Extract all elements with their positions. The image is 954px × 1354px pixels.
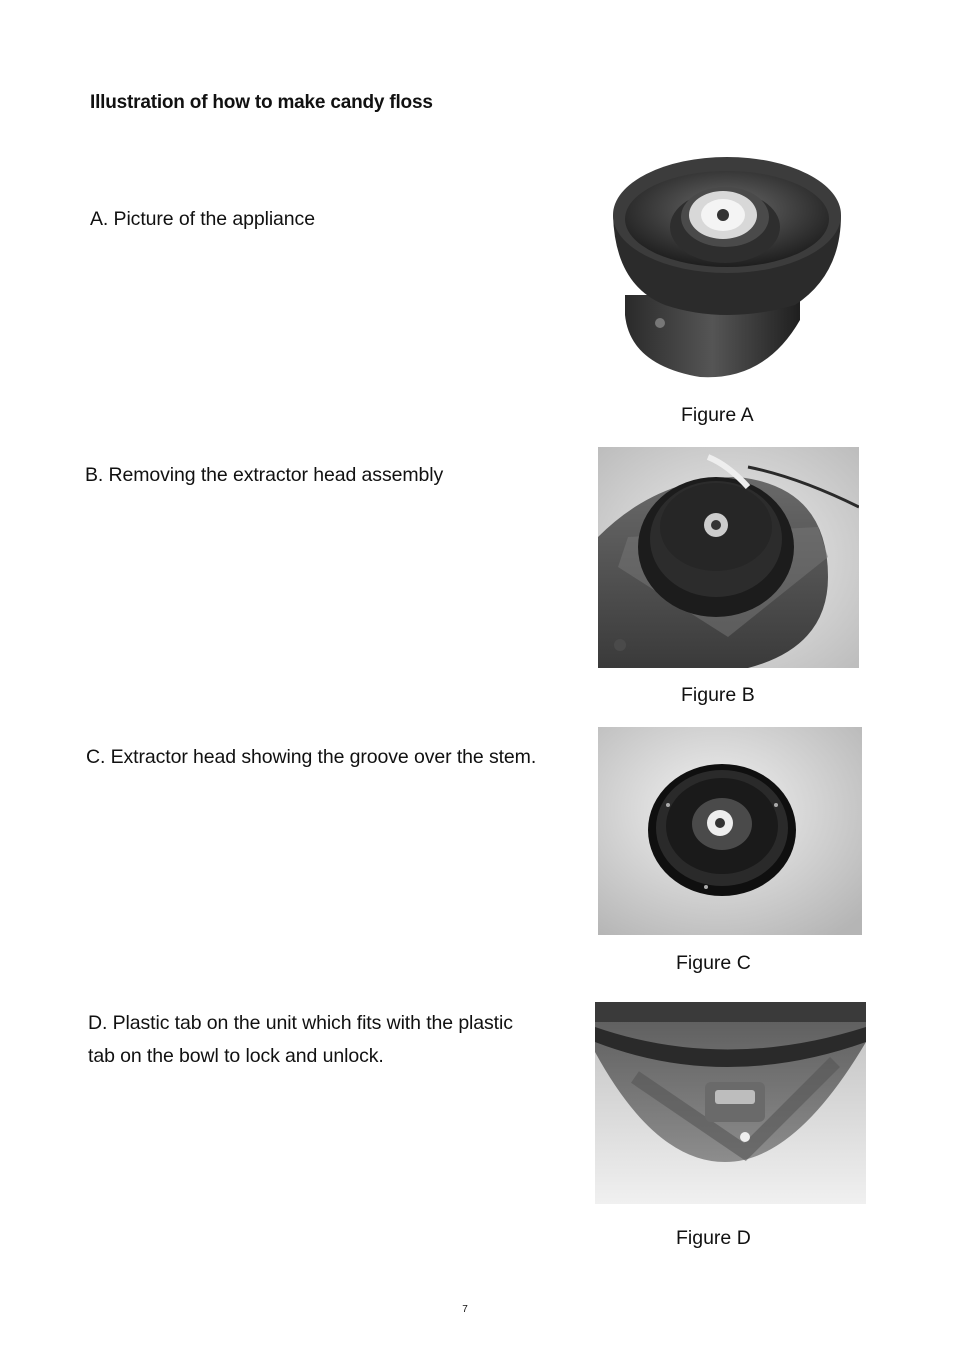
step-b-text: B. Removing the extractor head assembly [85,464,444,486]
step-c-text: C. Extractor head showing the groove over the stem. [86,746,537,768]
step-a-text: A. Picture of the appliance [90,208,315,230]
figure-b-image [598,447,859,668]
figure-c-caption: Figure C [676,952,751,974]
step-d-text-line1: D. Plastic tab on the unit which fits with the plastic [88,1012,513,1034]
figure-d-caption: Figure D [676,1227,751,1249]
figure-d-image [595,1002,866,1204]
figure-a-image [605,145,845,383]
figure-c-image [598,727,862,935]
figure-a-caption: Figure A [681,404,754,426]
step-d-text-line2: tab on the bowl to lock and unlock. [88,1045,384,1067]
page-title: Illustration of how to make candy floss [90,92,433,113]
figure-b-caption: Figure B [681,684,755,706]
page-number: 7 [462,1304,468,1315]
